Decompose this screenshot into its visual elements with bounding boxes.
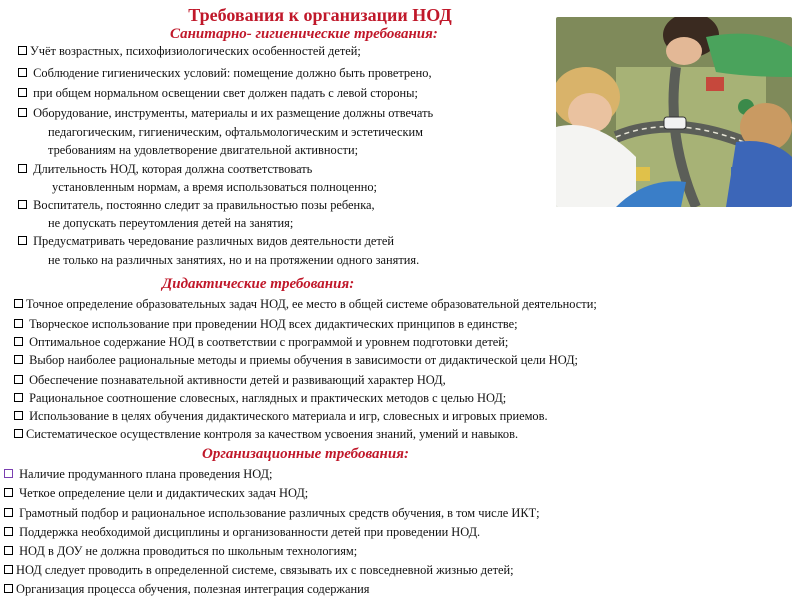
list-item: Четкое определение цели и дидактических задач НОД;	[4, 486, 308, 501]
list-item: Выбор наиболее рациональные методы и приемы обучения в зависимости от дидактической цели НОД;	[14, 353, 578, 368]
checkbox-bullet-icon	[18, 236, 27, 245]
checkbox-bullet-icon	[18, 108, 27, 117]
list-item: НОД следует проводить в определенной системе, связывать их с повседневной жизнью детей;	[4, 563, 514, 578]
list-item: Воспитатель, постоянно следит за правильностью позы ребенка,	[18, 198, 375, 213]
photo-illustration	[556, 17, 792, 207]
checkbox-bullet-icon	[4, 508, 13, 517]
checkbox-bullet-icon	[4, 546, 13, 555]
checkbox-bullet-icon	[14, 319, 23, 328]
list-item: Поддержка необходимой дисциплины и организованности детей при проведении НОД.	[4, 525, 480, 540]
checkbox-bullet-icon	[18, 164, 27, 173]
checkbox-bullet-icon	[18, 68, 27, 77]
checkbox-bullet-icon	[14, 375, 23, 384]
checkbox-bullet-icon	[4, 565, 13, 574]
list-item: Систематическое осуществление контроля за качеством усвоения знаний, умений и навыков.	[14, 427, 518, 442]
continuation-line: установленным нормам, а время использоваться полноценно;	[52, 180, 377, 194]
list-item: Оборудование, инструменты, материалы и их размещение должны отвечать	[18, 106, 433, 121]
list-item: Учёт возрастных, психофизиологических особенностей детей;	[18, 44, 361, 59]
continuation-line: не только на различных занятиях, но и на протяжении одного занятия.	[48, 253, 420, 267]
list-item: Точное определение образовательных задач НОД, ее место в общей системе образовательной деятельности;	[14, 297, 597, 312]
checkbox-bullet-icon	[18, 46, 27, 55]
checkbox-bullet-icon	[14, 411, 23, 420]
list-item: при общем нормальном освещении свет должен падать с левой стороны;	[18, 86, 418, 101]
list-item: Рациональное соотношение словесных, наглядных и практических методов с целью НОД;	[14, 391, 506, 406]
list-item: Грамотный подбор и рациональное использование различных средств обучения, в том числе ИКТ;	[4, 506, 540, 521]
checkbox-bullet-icon	[14, 355, 23, 364]
page-title: Требования к организации НОД	[188, 5, 452, 25]
checkbox-bullet-icon	[14, 337, 23, 346]
list-item: Использование в целях обучения дидактического материала и игр, словесных и игровых приемов.	[14, 409, 548, 424]
continuation-line: педагогическим, гигиеническим, офтальмологическим и эстетическим	[48, 125, 423, 139]
list-item: Организация процесса обучения, полезная интеграция содержания	[4, 582, 369, 597]
continuation-line: не допускать переутомления детей на занятия;	[48, 216, 294, 230]
list-item: Наличие продуманного плана проведения НОД;	[4, 467, 272, 482]
checkbox-bullet-icon	[18, 88, 27, 97]
checkbox-bullet-icon	[18, 200, 27, 209]
checkbox-bullet-icon	[14, 299, 23, 308]
checkbox-bullet-icon	[4, 527, 13, 536]
list-item: Соблюдение гигиенических условий: помещение должно быть проветрено,	[18, 66, 432, 81]
didactic-heading: Дидактические требования:	[162, 276, 355, 292]
children-playing-photo	[556, 17, 792, 207]
list-item: НОД в ДОУ не должна проводиться по школьным технологиям;	[4, 544, 357, 559]
list-item: Предусматривать чередование различных видов деятельности детей	[18, 234, 394, 249]
organizational-heading: Организационные требования:	[202, 446, 409, 462]
checkbox-bullet-icon	[4, 584, 13, 593]
sanitary-heading: Санитарно- гигиенические требования:	[170, 26, 438, 42]
list-item: Длительность НОД, которая должна соответствовать	[18, 162, 312, 177]
checkbox-bullet-icon	[14, 429, 23, 438]
checkbox-bullet-icon	[4, 488, 13, 497]
checkbox-bullet-icon	[14, 393, 23, 402]
list-item: Творческое использование при проведении НОД всех дидактических принципов в единстве;	[14, 317, 518, 332]
list-item: Оптимальное содержание НОД в соответствии с программой и уровнем подготовки детей;	[14, 335, 508, 350]
checkbox-bullet-icon	[4, 469, 13, 478]
continuation-line: требованиям на удовлетворение двигательной активности;	[48, 143, 359, 157]
list-item: Обеспечение познавательной активности детей и развивающий характер НОД,	[14, 373, 446, 388]
